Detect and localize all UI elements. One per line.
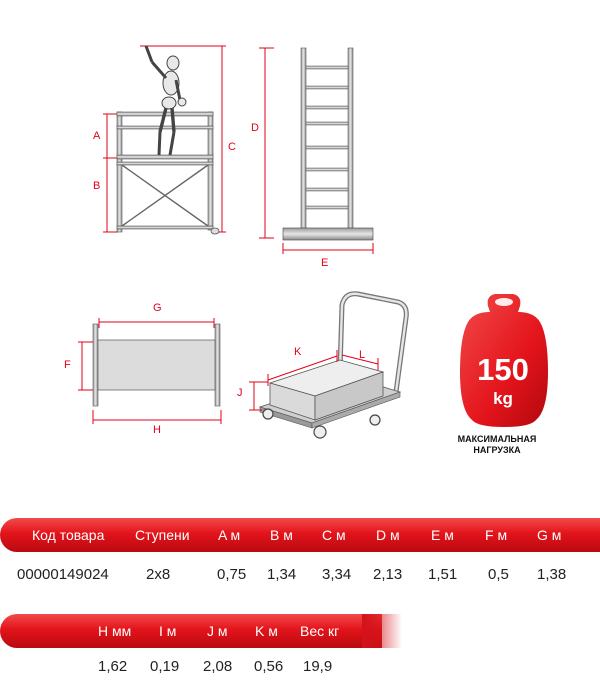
table2-value-h: 1,62 xyxy=(98,658,128,675)
trolley-view xyxy=(249,294,406,438)
label-c: C xyxy=(228,141,236,153)
table1-value-g: 1,38 xyxy=(537,566,567,583)
table1-value-c: 3,34 xyxy=(322,566,352,583)
label-h: H xyxy=(153,424,161,436)
table2-header-i: I м xyxy=(159,623,177,639)
table1-header-c: C м xyxy=(322,527,346,543)
table2-value-j: 2,08 xyxy=(203,658,233,675)
label-l: L xyxy=(359,349,366,361)
label-k: K xyxy=(294,346,302,358)
table1-value-e: 1,51 xyxy=(428,566,458,583)
table1-value-f: 0,5 xyxy=(488,566,509,583)
label-a: A xyxy=(93,130,101,142)
ladder-view xyxy=(259,48,373,254)
max-load-unit: kg xyxy=(493,389,513,408)
table1-header-d: D м xyxy=(376,527,400,543)
table1-value-d: 2,13 xyxy=(373,566,403,583)
table2-header-k: K м xyxy=(255,623,278,639)
table1-header-f: F м xyxy=(485,527,508,543)
table1-header-b: B м xyxy=(270,527,293,543)
table2-value-k: 0,56 xyxy=(254,658,284,675)
table2-header-weight: Вес кг xyxy=(300,623,340,639)
table1-header-a: A м xyxy=(218,527,241,543)
table1-value-b: 1,34 xyxy=(267,566,297,583)
label-b: B xyxy=(93,180,101,192)
table1-value-code: 00000149024 xyxy=(17,566,109,583)
table1-header-steps: Ступени xyxy=(135,527,190,543)
table2-header-h: H мм xyxy=(98,623,132,639)
max-load-value: 150 xyxy=(477,352,529,387)
table2-value-weight: 19,9 xyxy=(303,658,333,675)
table1-header-g: G м xyxy=(537,527,562,543)
table1-value-a: 0,75 xyxy=(217,566,247,583)
table1-header-e: E м xyxy=(431,527,454,543)
table1-value-steps: 2x8 xyxy=(146,566,171,583)
max-load-caption-line2: НАГРУЗКА xyxy=(473,445,521,455)
label-f: F xyxy=(64,359,71,371)
label-e: E xyxy=(321,257,329,269)
table2-header-j: J м xyxy=(207,623,228,639)
scaffold-view xyxy=(103,46,226,234)
max-load-caption xyxy=(452,434,542,456)
label-j: J xyxy=(237,387,243,399)
label-g: G xyxy=(153,302,162,314)
max-load-caption-line1: МАКСИМАЛЬНАЯ xyxy=(457,434,537,444)
table2-value-i: 0,19 xyxy=(150,658,180,675)
platform-view xyxy=(78,318,221,424)
label-d: D xyxy=(251,122,259,134)
table1-header-code: Код товара xyxy=(32,527,105,543)
